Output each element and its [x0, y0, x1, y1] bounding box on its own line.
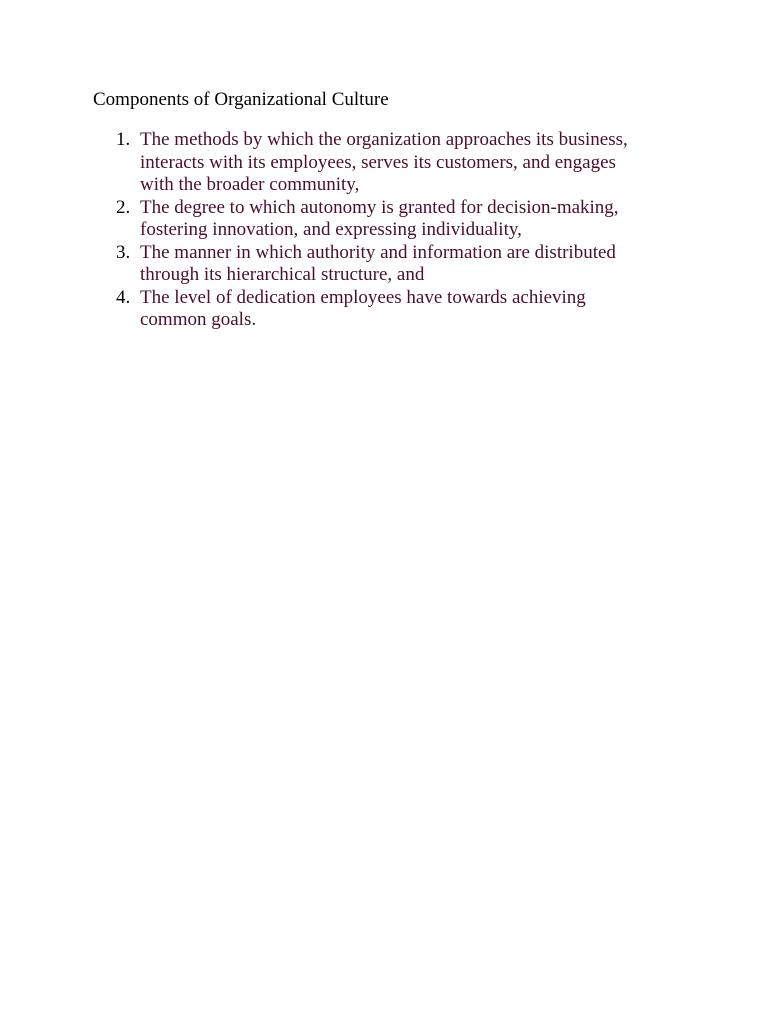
document-title: Components of Organizational Culture	[93, 89, 389, 110]
list-item-number: 3.	[116, 241, 131, 263]
list-item-number: 2.	[116, 196, 131, 218]
list-item	[93, 197, 693, 242]
list-item-text: The methods by which the organization approaches its business, interacts with its employees, serves its customers, and engages with the broader community,	[140, 129, 628, 195]
list-item-text: The degree to which autonomy is granted for decision-making, fostering innovation, and expressing individuality,	[140, 196, 619, 240]
list-item	[93, 287, 693, 332]
components-list	[93, 129, 693, 332]
list-item	[93, 129, 693, 197]
list-item-number: 4.	[116, 286, 131, 308]
list-item-number: 1.	[116, 129, 131, 150]
list-item-text: The manner in which authority and information are distributed through its hierarchical structure, and	[140, 241, 616, 285]
list-item-text: The level of dedication employees have towards achieving common goals.	[140, 286, 586, 330]
list-item	[93, 242, 693, 287]
